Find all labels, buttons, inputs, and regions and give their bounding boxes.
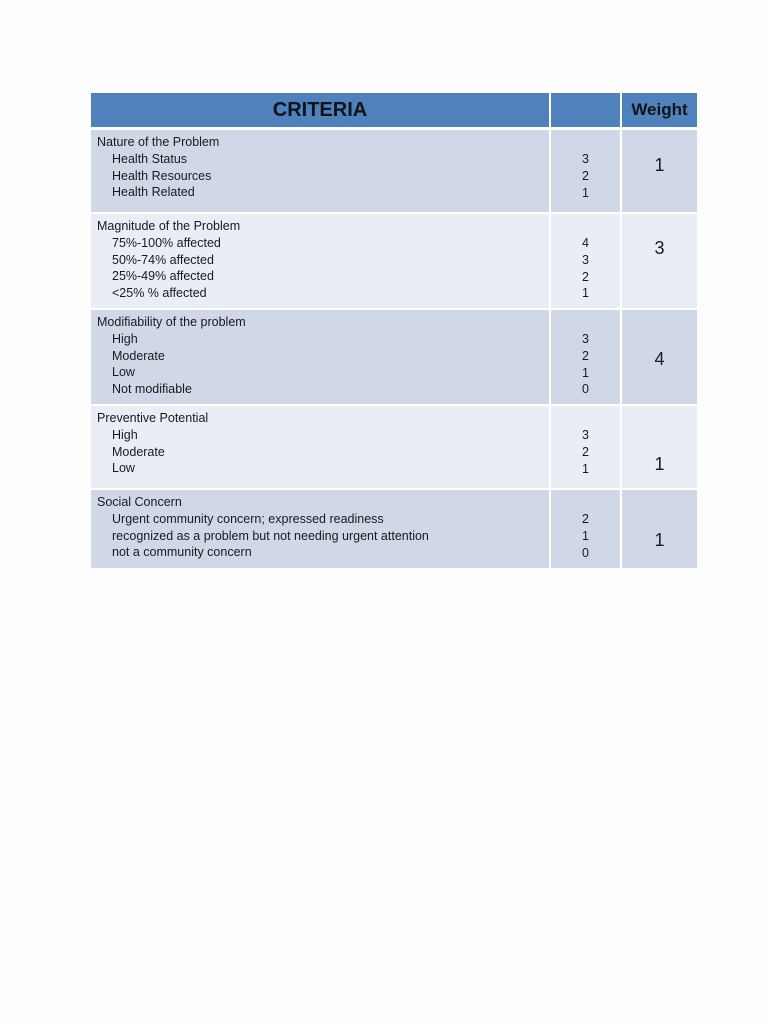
criteria-option: recognized as a problem but not needing urgent attention <box>112 528 429 543</box>
criteria-option: Moderate <box>112 444 165 459</box>
weight-cell <box>622 406 697 490</box>
criteria-option: High <box>112 331 138 346</box>
criteria-title: Nature of the Problem <box>97 135 220 149</box>
score-value: 2 <box>582 444 589 459</box>
criteria-option: Low <box>112 461 135 476</box>
table-header-row <box>91 93 697 130</box>
criteria-title: Magnitude of the Problem <box>97 219 241 233</box>
criteria-cell <box>91 214 551 310</box>
criteria-title: Modifiability of the problem <box>97 314 246 329</box>
weight-cell <box>622 214 697 310</box>
criteria-option: Low <box>112 365 135 380</box>
score-cell <box>551 310 622 406</box>
criteria-option: High <box>112 427 138 442</box>
criteria-table-container <box>91 93 697 570</box>
score-value: 2 <box>582 348 589 363</box>
criteria-option: Health Status <box>112 151 188 166</box>
score-value: 0 <box>582 382 589 397</box>
score-cell <box>551 214 622 310</box>
weight-value: 1 <box>654 529 665 550</box>
criteria-option: 50%-74% affected <box>112 252 214 267</box>
criteria-weight-table <box>91 93 697 570</box>
criteria-cell <box>91 490 551 570</box>
score-value: 3 <box>582 252 589 267</box>
table-row-modifiability <box>91 310 697 406</box>
criteria-option: Urgent community concern; expressed readiness <box>112 511 384 526</box>
score-value: 2 <box>582 168 589 183</box>
score-value: 3 <box>582 152 589 166</box>
table-row-magnitude <box>91 214 697 310</box>
weight-value: 1 <box>654 155 665 175</box>
criteria-title: Preventive Potential <box>97 410 209 425</box>
table-row-social-concern <box>91 490 697 570</box>
score-cell <box>551 406 622 490</box>
score-cell <box>551 130 622 214</box>
score-value: 3 <box>582 331 589 346</box>
criteria-option: 75%-100% affected <box>112 235 221 250</box>
criteria-cell <box>91 310 551 406</box>
criteria-option: 25%-49% affected <box>112 269 214 284</box>
criteria-title: Social Concern <box>97 494 182 509</box>
score-value: 2 <box>582 511 589 526</box>
weight-cell <box>622 130 697 214</box>
criteria-option: Not modifiable <box>112 382 192 397</box>
score-column-header <box>551 93 622 130</box>
weight-cell <box>622 490 697 570</box>
score-value: 1 <box>582 528 589 543</box>
score-value: 1 <box>582 286 589 301</box>
table-row-preventive <box>91 406 697 490</box>
criteria-option: <25% % affected <box>112 286 207 301</box>
score-value: 3 <box>582 427 589 442</box>
score-cell <box>551 490 622 570</box>
score-value: 1 <box>582 461 589 476</box>
criteria-cell <box>91 406 551 490</box>
criteria-column-header: CRITERIA <box>91 93 551 130</box>
criteria-option: not a community concern <box>112 545 252 560</box>
weight-cell <box>622 310 697 406</box>
score-value: 1 <box>582 185 589 200</box>
weight-column-header: Weight <box>622 93 697 130</box>
criteria-option: Moderate <box>112 348 165 363</box>
criteria-option: Health Resources <box>112 168 212 183</box>
score-value: 1 <box>582 365 589 380</box>
table-row-nature <box>91 130 697 214</box>
weight-value: 4 <box>654 348 665 369</box>
score-value: 2 <box>582 269 589 284</box>
score-value: 0 <box>582 545 589 560</box>
weight-value: 3 <box>654 238 665 258</box>
criteria-option: Health Related <box>112 185 195 200</box>
score-value: 4 <box>582 236 589 250</box>
weight-value: 1 <box>654 453 665 474</box>
criteria-cell <box>91 130 551 214</box>
